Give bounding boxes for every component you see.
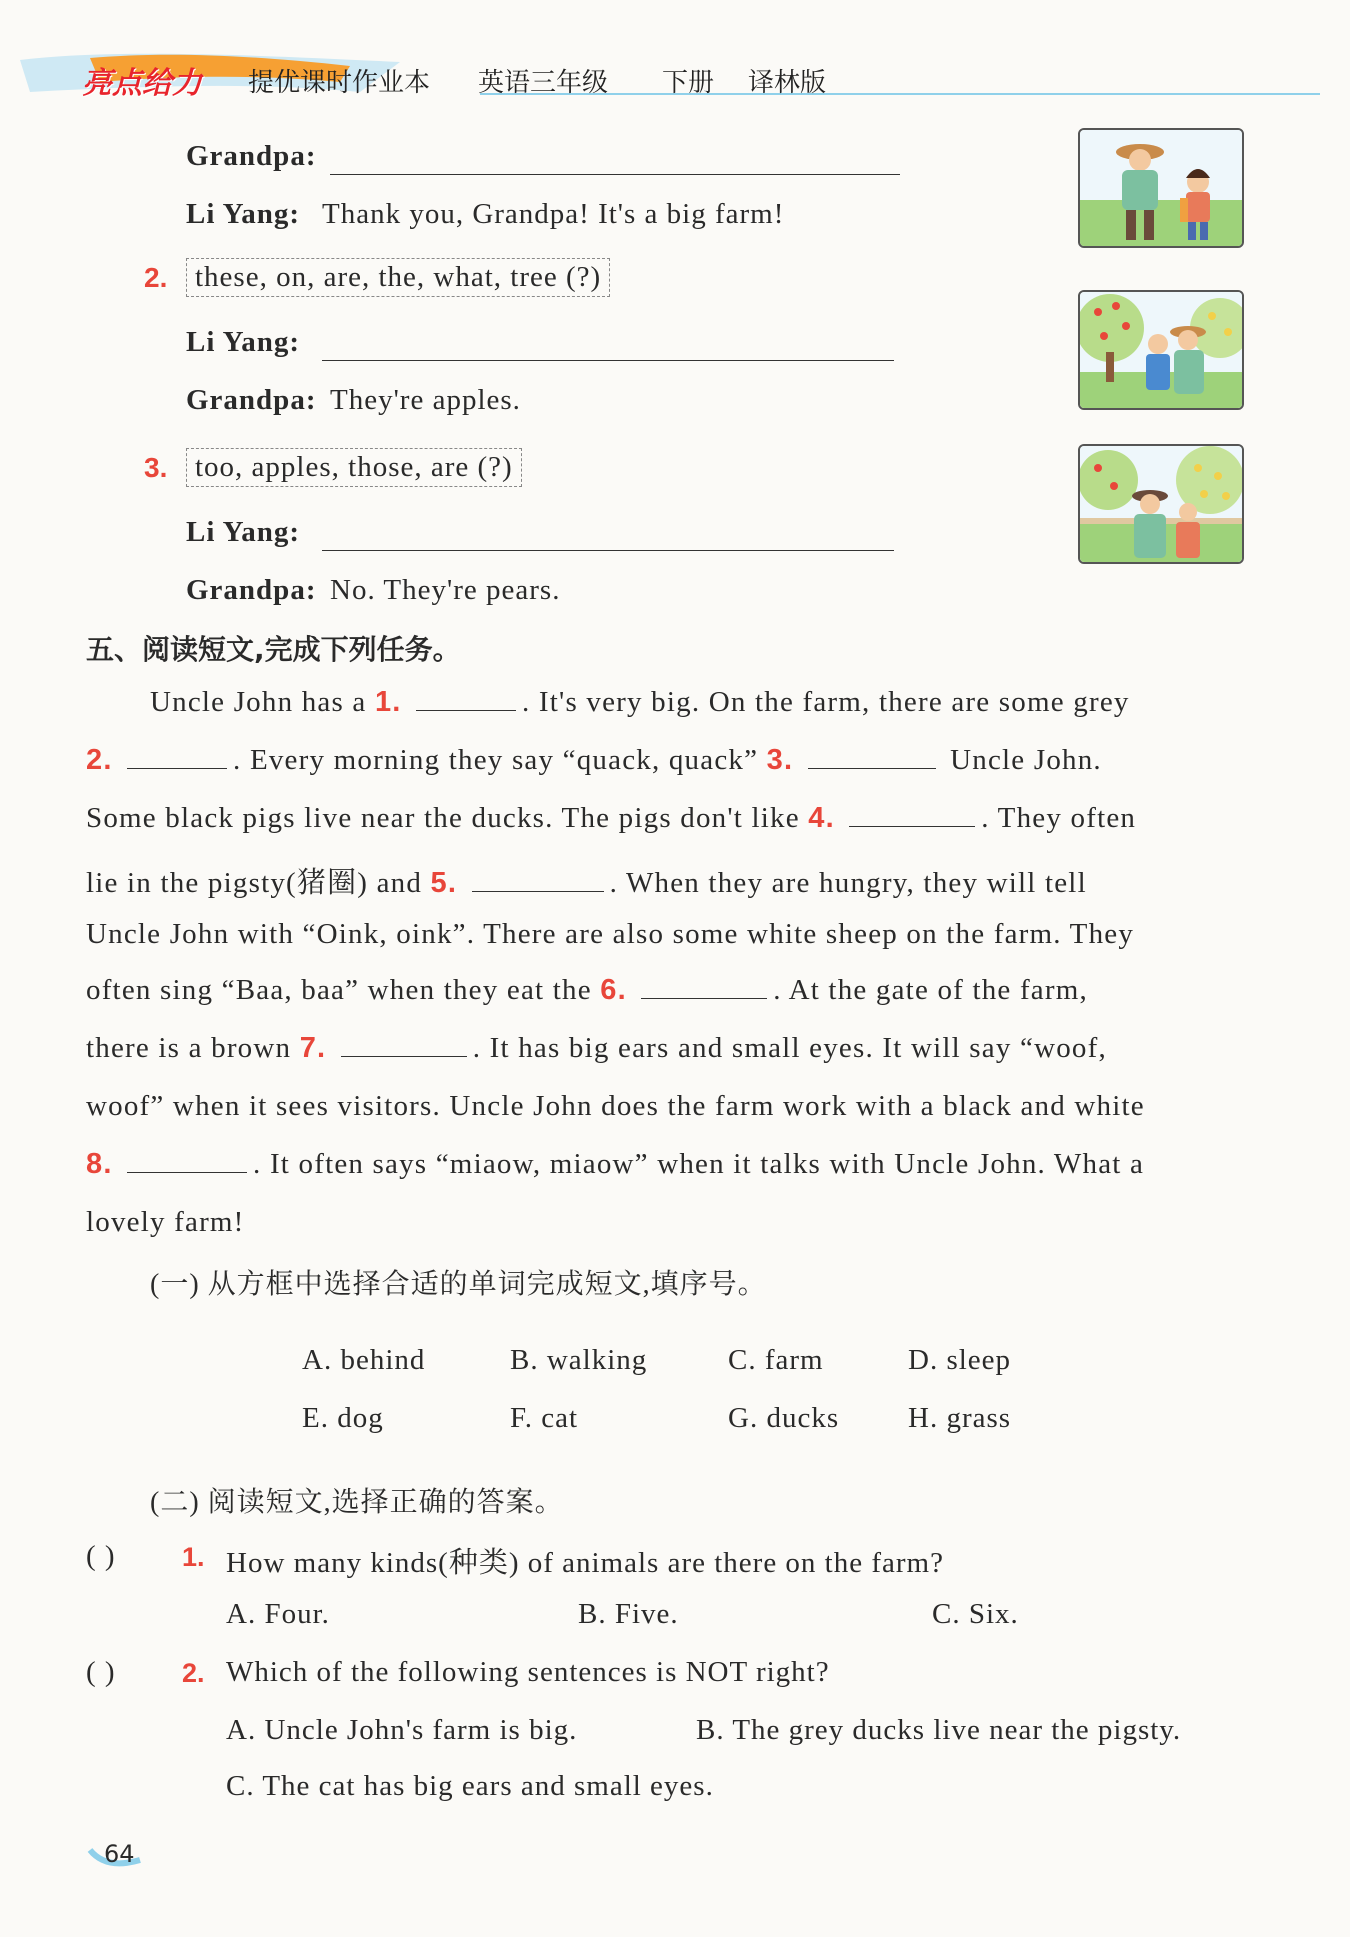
passage-text: there is a brown [86, 1032, 292, 1064]
blank-number-2: 2. [86, 744, 113, 776]
q1-answer-paren[interactable]: ( ) [86, 1540, 116, 1572]
q2-word-box: these, on, are, the, what, tree (?) [186, 258, 610, 297]
passage-text: . It often says “miaow, miaow” when it talks with Uncle John. What a [253, 1148, 1145, 1180]
q3-word-box: too, apples, those, are (?) [186, 448, 522, 487]
passage-line-10 [86, 1206, 245, 1239]
section5-title: 五、阅读短文,完成下列任务。 [86, 633, 461, 666]
mc-q1-option-a: A. Four. [226, 1598, 330, 1630]
q2-speaker-liyang: Li Yang: [186, 326, 301, 358]
mc-q2-option-c: C. The cat has big ears and small eyes. [226, 1770, 714, 1802]
blank-8[interactable] [127, 1148, 247, 1173]
mc-q2-text: Which of the following sentences is NOT right? [226, 1656, 830, 1688]
option-b: B. walking [510, 1344, 648, 1376]
passage-text: . Every morning they say “quack, quack” [233, 744, 759, 776]
option-c: C. farm [728, 1344, 824, 1376]
blank-number-8: 8. [86, 1148, 113, 1180]
passage-text: . When they are hungry, they will tell [609, 867, 1087, 899]
brand-logo: 亮点给力 [82, 66, 202, 101]
q2-answer-paren[interactable]: ( ) [86, 1656, 116, 1688]
picture-grandpa-waving [1078, 128, 1244, 248]
passage-text: Uncle John with “Oink, oink”. There are also some white sheep on the farm. They [86, 918, 1135, 950]
blank-1[interactable] [416, 686, 516, 711]
passage-line-8 [86, 1090, 1145, 1123]
header-subtitle: 提优课时作业本 [248, 68, 431, 98]
q3-answer-text: No. They're pears. [330, 574, 561, 606]
blank-number-5: 5. [430, 867, 458, 899]
passage-line-7 [86, 1032, 1107, 1065]
blank-3[interactable] [808, 744, 936, 769]
d1-speaker-liyang: Li Yang: [186, 198, 301, 230]
passage-line-5 [86, 918, 1134, 951]
passage-line-3 [86, 802, 1136, 835]
mc-q2-option-b: B. The grey ducks live near the pigsty. [696, 1714, 1182, 1746]
passage-text: . It has big ears and small eyes. It will say “woof, [472, 1032, 1107, 1064]
passage-text: often sing “Baa, baa” when they eat the [86, 974, 592, 1006]
option-f: F. cat [510, 1402, 579, 1434]
passage-text: . At the gate of the farm, [773, 974, 1088, 1006]
q2-speaker-grandpa: Grandpa: [186, 384, 317, 416]
blank-4[interactable] [849, 802, 975, 827]
option-d: D. sleep [908, 1344, 1012, 1376]
blank-number-6: 6. [600, 974, 627, 1006]
part1-title: (一) 从方框中选择合适的单词完成短文,填序号。 [150, 1269, 767, 1300]
passage-line-9 [86, 1148, 1144, 1181]
option-e: E. dog [302, 1402, 384, 1434]
picture-apple-tree [1078, 290, 1244, 410]
option-g: G. ducks [728, 1402, 840, 1434]
q2-number: 2. [144, 262, 168, 293]
blank-7[interactable] [341, 1032, 467, 1057]
blank-number-3: 3. [766, 744, 794, 776]
d1-speaker-grandpa: Grandpa: [186, 140, 317, 172]
blank-number-7: 7. [299, 1032, 327, 1064]
passage-line-4 [86, 860, 1087, 901]
q3-answer-line[interactable] [322, 526, 894, 551]
mc-q1-option-c: C. Six. [932, 1598, 1019, 1630]
blank-number-4: 4. [808, 802, 835, 834]
page-number: 64 [104, 1840, 135, 1868]
q2-answer-text: They're apples. [330, 384, 521, 416]
q3-number: 3. [144, 452, 168, 483]
mc-q1-number: 1. [182, 1542, 205, 1572]
option-a: A. behind [302, 1344, 426, 1376]
passage-text: Uncle John has a [150, 686, 367, 718]
passage-text: . It's very big. On the farm, there are some grey [522, 686, 1130, 718]
passage-text: Uncle John. [950, 744, 1102, 776]
part2-title: (二) 阅读短文,选择正确的答案。 [150, 1487, 564, 1518]
header-course: 英语三年级 [478, 68, 609, 98]
d1-answer-line[interactable] [330, 150, 900, 175]
passage-line-1 [150, 686, 1130, 719]
passage-line-6 [86, 974, 1088, 1007]
mc-q2-number: 2. [182, 1658, 205, 1688]
passage-text: Some black pigs live near the ducks. The pigs don't like [86, 802, 800, 834]
header-edition: 译林版 [748, 68, 827, 98]
passage-line-2 [86, 744, 1102, 777]
header-term: 下册 [662, 68, 715, 98]
blank-2[interactable] [127, 744, 227, 769]
mc-q1-option-b: B. Five. [578, 1598, 679, 1630]
blank-5[interactable] [472, 867, 604, 892]
picture-pear-tree [1078, 444, 1244, 564]
passage-text: woof” when it sees visitors. Uncle John does the farm work with a black and white [86, 1090, 1145, 1122]
option-h: H. grass [908, 1402, 1012, 1434]
blank-6[interactable] [641, 974, 767, 999]
d1-line2: Thank you, Grandpa! It's a big farm! [322, 198, 785, 230]
blank-number-1: 1. [374, 686, 402, 718]
q2-answer-line[interactable] [322, 336, 894, 361]
q3-speaker-grandpa: Grandpa: [186, 574, 317, 606]
passage-text: lie in the pigsty(猪圈) and [86, 867, 423, 899]
q3-speaker-liyang: Li Yang: [186, 516, 301, 548]
passage-text: . They often [981, 802, 1137, 834]
mc-q2-option-a: A. Uncle John's farm is big. [226, 1714, 578, 1746]
passage-text: lovely farm! [86, 1206, 245, 1238]
mc-q1-text: How many kinds(种类) of animals are there on the farm? [226, 1547, 944, 1579]
